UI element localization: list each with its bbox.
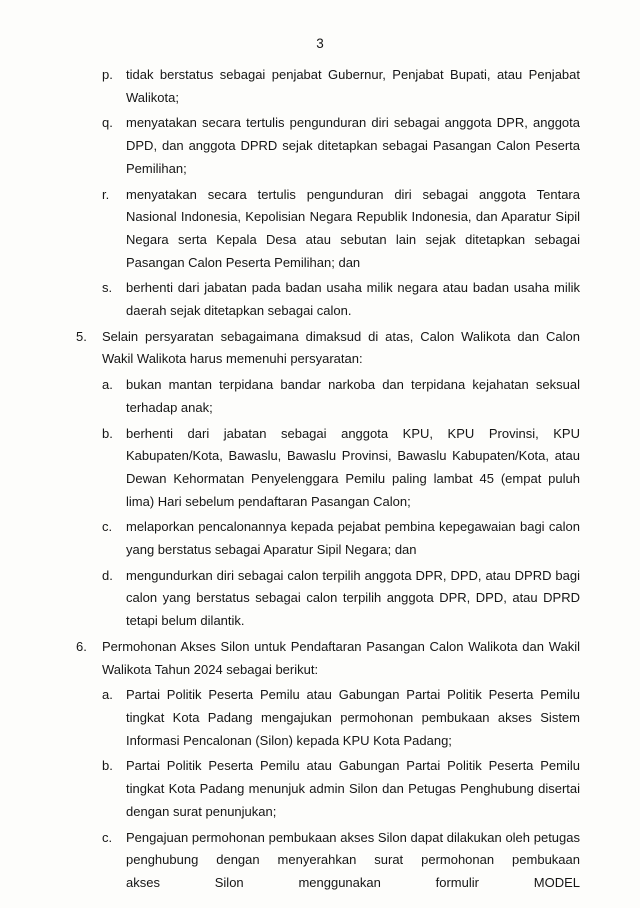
word: Silon — [214, 874, 244, 890]
numbered-item-5 — [76, 326, 580, 371]
document-body — [76, 64, 580, 895]
numbered-item-6 — [76, 636, 580, 681]
item-marker: s. — [102, 280, 113, 296]
item-marker: c. — [102, 519, 113, 535]
item-text: berhenti dari jabatan sebagai anggota KPU, KPU Provinsi, KPU Kabupaten/Kota, Bawaslu, Bawaslu Provinsi, Bawaslu Kabupaten/Kota, atau Dewan Kehormatan Penyelenggara Pemilu paling lambat 45 (empat puluh lima) Hari sebelum pendaftaran Pasangan Calon; — [126, 425, 580, 509]
list-item — [76, 423, 580, 514]
item-text-body: Pengajuan permohonan pembukaan akses Silon dapat dilakukan oleh petugas penghubung dengan menyerahkan surat permohonan pembukaan — [126, 829, 580, 868]
word: menggunakan — [298, 874, 381, 890]
list-item — [76, 516, 580, 561]
list-item — [76, 565, 580, 633]
item-text: tidak berstatus sebagai penjabat Gubernur, Penjabat Bupati, atau Penjabat Walikota; — [126, 67, 580, 105]
item-text-last-line — [126, 872, 580, 895]
word: akses — [126, 874, 160, 890]
item-marker: b. — [102, 758, 113, 774]
item-marker: 5. — [76, 328, 87, 344]
list-item — [76, 277, 580, 322]
item-text: Partai Politik Peserta Pemilu atau Gabungan Partai Politik Peserta Pemilu tingkat Kota Padang menunjuk admin Silon dan Petugas Penghubung disertai dengan surat penunjukan; — [126, 758, 580, 819]
item-text: Selain persyaratan sebagaimana dimaksud di atas, Calon Walikota dan Calon Wakil Walikota harus memenuhi persyaratan: — [102, 328, 580, 367]
item-text: bukan mantan terpidana bandar narkoba dan terpidana kejahatan seksual terhadap anak; — [126, 377, 580, 415]
item-text — [126, 827, 580, 895]
page-number: 3 — [316, 36, 324, 51]
item-marker: q. — [102, 115, 113, 131]
word: formulir — [435, 874, 479, 890]
item-text: berhenti dari jabatan pada badan usaha milik negara atau badan usaha milik daerah sejak ditetapkan sebagai calon. — [126, 280, 580, 319]
item-text: mengundurkan diri sebagai calon terpilih anggota DPR, DPD, atau DPRD bagi calon yang berstatus sebagai calon terpilih anggota DPR, DPD, atau DPRD tetapi belum dilantik. — [126, 567, 580, 629]
item-text: menyatakan secara tertulis pengunduran diri sebagai anggota DPR, anggota DPD, dan anggota DPRD sejak ditetapkan sebagai Pasangan Calon Peserta Pemilihan; — [126, 115, 580, 176]
list-item — [76, 827, 580, 895]
item-text: Partai Politik Peserta Pemilu atau Gabungan Partai Politik Peserta Pemilu tingkat Kota Padang mengajukan permohonan pembukaan akses Sistem Informasi Pencalonan (Silon) kepada KPU Kota Padang; — [126, 687, 580, 748]
item-marker: p. — [102, 67, 113, 82]
item-marker: c. — [102, 829, 113, 845]
item-text: menyatakan secara tertulis pengunduran diri sebagai anggota Tentara Nasional Indonesia, Kepolisian Negara Republik Indonesia, dan Aparatur Sipil Negara serta Kepala Desa atau sebutan lain sejak ditetapkan sebagai Pasangan Calon Peserta Pemilihan; dan — [126, 186, 580, 270]
list-item — [76, 64, 580, 109]
item-text: melaporkan pencalonannya kepada pejabat pembina kepegawaian bagi calon yang berstatus sebagai Aparatur Sipil Negara; dan — [126, 519, 580, 558]
list-item — [76, 112, 580, 180]
word: MODEL — [533, 874, 580, 890]
list-item — [76, 684, 580, 752]
item-marker: a. — [102, 377, 113, 393]
item-marker: a. — [102, 687, 113, 703]
list-item — [76, 374, 580, 419]
item-marker: b. — [102, 425, 113, 441]
item-text: Permohonan Akses Silon untuk Pendaftaran Pasangan Calon Walikota dan Wakil Walikota Tahun 2024 sebagai berikut: — [102, 638, 580, 677]
item-marker: r. — [102, 186, 110, 202]
item-marker: 6. — [76, 638, 87, 654]
list-item — [76, 184, 580, 275]
item-marker: d. — [102, 567, 113, 583]
list-item — [76, 755, 580, 823]
